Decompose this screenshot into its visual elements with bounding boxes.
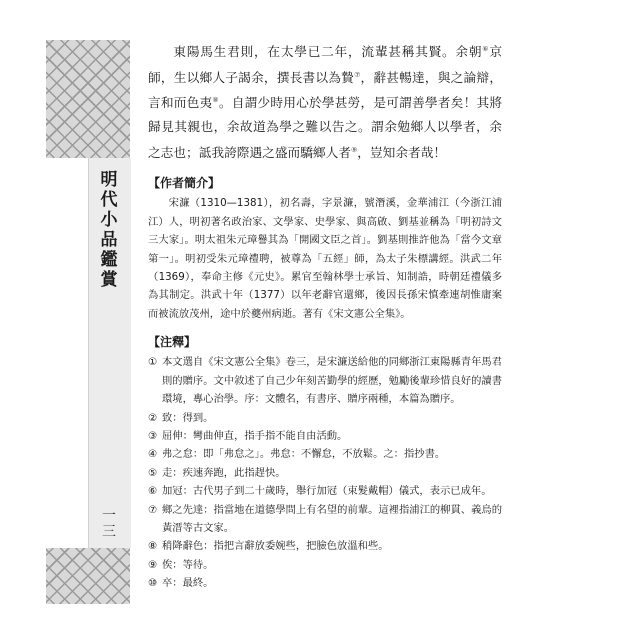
note-text: 稍降辭色：指把言辭放委婉些，把臉色放溫和些。 bbox=[162, 540, 389, 553]
note-number: ⑨ bbox=[148, 558, 158, 571]
main-text-segment: 東陽馬生君則，在太學已二年，流輩甚稱其賢。余朝 bbox=[173, 44, 483, 60]
note-text: 弗之怠：即「弗怠之」。弗怠：不懈怠，不放鬆。之：指抄書。 bbox=[162, 448, 446, 461]
fret-border-bottom bbox=[46, 548, 130, 604]
main-text bbox=[148, 38, 502, 164]
note-text: 卒：最終。 bbox=[162, 577, 214, 590]
footnote-marker: ⑨ bbox=[351, 145, 358, 154]
note-item bbox=[148, 464, 502, 482]
main-text-segment: 。自謂少時用心於學甚勞，是可謂善學者矣！其將歸見其親也，余故道為學之難以告之。謂余勉鄉人以學者，余之志也；詆我誇際遇之盛而驕鄉人者 bbox=[148, 95, 503, 160]
note-item bbox=[148, 556, 502, 574]
note-text: 鄉之先達：指當地在道德學問上有名望的前輩。這裡指浦江的柳貫、義烏的黃溍等古文家。 bbox=[162, 503, 502, 534]
author-heading: 【作者簡介】 bbox=[148, 176, 221, 191]
note-item bbox=[148, 409, 502, 427]
note-number: ④ bbox=[148, 448, 158, 461]
note-number: ⑥ bbox=[148, 485, 158, 498]
note-number: ③ bbox=[148, 429, 158, 442]
main-text-segment: ，辭甚暢達，與之論辯，言和而色夷 bbox=[148, 69, 503, 111]
author-bio: 宋濂（1310—1381），初名壽，字景濂，號潛溪，金華浦江（今浙江浦江）人，明初著名政治家、文學家、史學家、與高啟、劉基並稱為「明初詩文三大家」。明太祖朱元璋譽其為「開國文臣之首」。劉基則推許他為「當今文章第一」。明初受朱元璋禮聘，被尊為「五經」師，為太子朱標講經。洪武二年（1369），奉命主修《元史》。累官至翰林學士承旨、知制誥，時朝廷禮儀多為其制定。洪武十年（1377）以年老辭官還鄉，後因長孫宋慎牽連胡惟庸案而被流放茂州，途中於夔州病逝。著有《宋文憲公全集》。 bbox=[148, 197, 502, 320]
note-text: 屈伸：彎曲伸直，指手指不能自由活動。 bbox=[162, 429, 348, 442]
note-text: 走：疾速奔跑，此指趕快。 bbox=[162, 466, 286, 479]
footnote-marker: ⑥ bbox=[482, 45, 490, 53]
note-number: ② bbox=[148, 411, 158, 424]
fret-border-top bbox=[46, 40, 130, 158]
note-item bbox=[148, 445, 502, 463]
book-title: 明代小品鑑賞 bbox=[100, 170, 118, 290]
note-number: ① bbox=[148, 356, 158, 369]
note-item bbox=[148, 574, 502, 592]
note-item bbox=[148, 501, 502, 538]
note-item bbox=[148, 537, 502, 555]
note-text: 俟：等待。 bbox=[162, 558, 214, 571]
main-text-segment: ，豈知余者哉！ bbox=[357, 144, 447, 160]
footnote-marker: ⑦ bbox=[354, 70, 361, 79]
notes-list bbox=[148, 353, 502, 592]
main-text-segment: 京師，生以鄉人子謁余，撰長書以為贄 bbox=[148, 44, 503, 85]
note-number: ⑤ bbox=[148, 466, 158, 479]
note-number: ⑧ bbox=[148, 540, 158, 553]
footnote-marker: ⑧ bbox=[212, 96, 219, 105]
page-content bbox=[148, 38, 502, 618]
note-text: 致：得到。 bbox=[162, 411, 214, 424]
note-number: ⑦ bbox=[148, 503, 158, 516]
note-item bbox=[148, 353, 502, 408]
page-number: 一三 bbox=[102, 508, 116, 540]
notes-heading: 【注釋】 bbox=[148, 335, 197, 350]
note-item bbox=[148, 482, 502, 500]
note-number: ⑩ bbox=[148, 577, 158, 590]
note-text: 本文選自《宋文憲公全集》卷三，是宋濂送給他的同鄉浙江東陽縣青年馬君則的贈序。文中敘述了自己少年刻苦勤學的經歷，勉勵後輩珍惜良好的讀書環境，專心治學。序：文體名，有書序、贈序兩種，本篇為贈序。 bbox=[162, 356, 502, 406]
page-sidebar bbox=[0, 0, 152, 640]
note-item bbox=[148, 427, 502, 445]
note-text: 加冠：古代男子到二十歲時，舉行加冠（束髮戴帽）儀式，表示已成年。 bbox=[162, 485, 492, 498]
